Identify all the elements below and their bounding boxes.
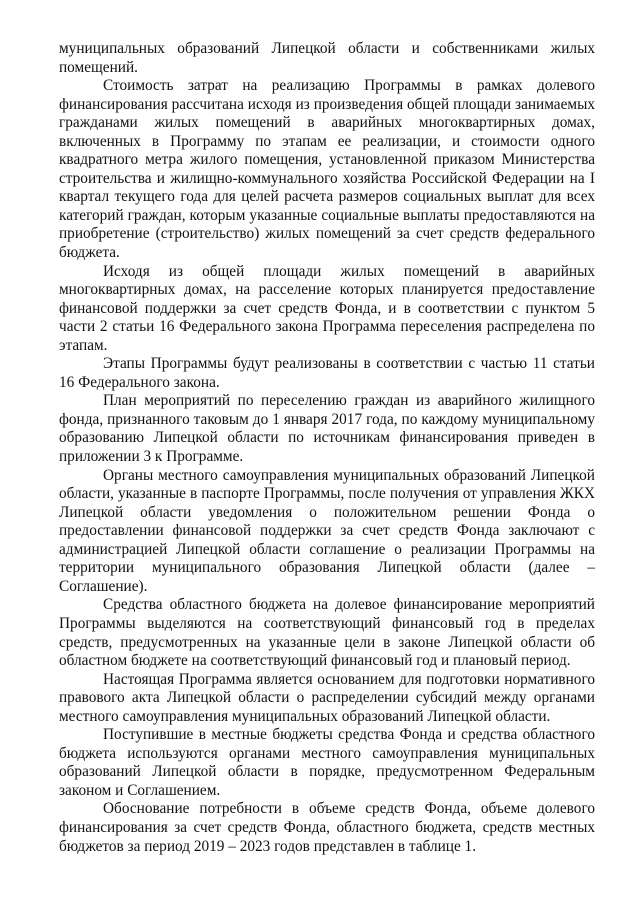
paragraph-funds-usage: Поступившие в местные бюджеты средства Фонда и средства областного бюджета используются органами местного самоуправления муниципальных образований Липецкой области в порядке, предусмотренном Федеральным законом и Соглашением.	[59, 726, 595, 799]
paragraph-continuation: муниципальных образований Липецкой области и собственниками жилых помещений.	[59, 40, 595, 76]
paragraph-program-basis: Настоящая Программа является основанием для подготовки нормативного правового акта Липецкой области о распределении субсидий между органами местного самоуправления муниципальных образований Липецкой области.	[59, 670, 595, 725]
paragraph-stages-implementation: Этапы Программы будут реализованы в соответствии с частью 11 статьи 16 Федерального закона.	[59, 355, 595, 391]
paragraph-resettlement-plan: План мероприятий по переселению граждан из аварийного жилищного фонда, признанного таковым до 1 января 2017 года, по каждому муниципальному образованию Липецкой области по источникам финансирования приведен в приложении 3 к Программе.	[59, 392, 595, 466]
paragraph-stages-distribution: Исходя из общей площади жилых помещений в аварийных многоквартирных домах, на расселение которых планируется предоставление финансовой поддержки за счет средств Фонда, и в соответствии с пунктом 5 части 2 статьи 16 Федерального закона Программа переселения распределена по этапам.	[59, 262, 595, 354]
paragraph-local-authorities: Органы местного самоуправления муниципальных образований Липецкой области, указанные в паспорте Программы, после получения от управления ЖКХ Липецкой области уведомления о положительном решении Фонда о предоставлении финансовой поддержки за счет средств Фонда заключают с администрацией Липецкой области соглашение о реализации Программы на территории муниципального образования Липецкой области (далее – Соглашение).	[59, 466, 595, 595]
document-page	[59, 40, 595, 856]
paragraph-regional-budget: Средства областного бюджета на долевое финансирование мероприятий Программы выделяются на соответствующий финансовый год в пределах средств, предусмотренных на указанные цели в законе Липецкой области об областном бюджете на соответствующий финансовый год и плановый период.	[59, 596, 595, 670]
paragraph-cost-calculation: Стоимость затрат на реализацию Программы в рамках долевого финансирования рассчитана исходя из произведения общей площади занимаемых гражданами жилых помещений в аварийных многоквартирных домах, включенных в Программу по этапам ее реализации, и стоимости одного квадратного метра жилого помещения, установленной приказом Министерства строительства и жилищно-коммунального хозяйства Российской Федерации на I квартал текущего года для целей расчета размеров социальных выплат для всех категорий граждан, которым указанные социальные выплаты предоставляются на приобретение (строительство) жилых помещений за счет средств федерального бюджета.	[59, 77, 595, 262]
paragraph-funding-justification: Обоснование потребности в объеме средств Фонда, объеме долевого финансирования за счет средств Фонда, областного бюджета, средств местных бюджетов за период 2019 – 2023 годов представлен в таблице 1.	[59, 800, 595, 855]
